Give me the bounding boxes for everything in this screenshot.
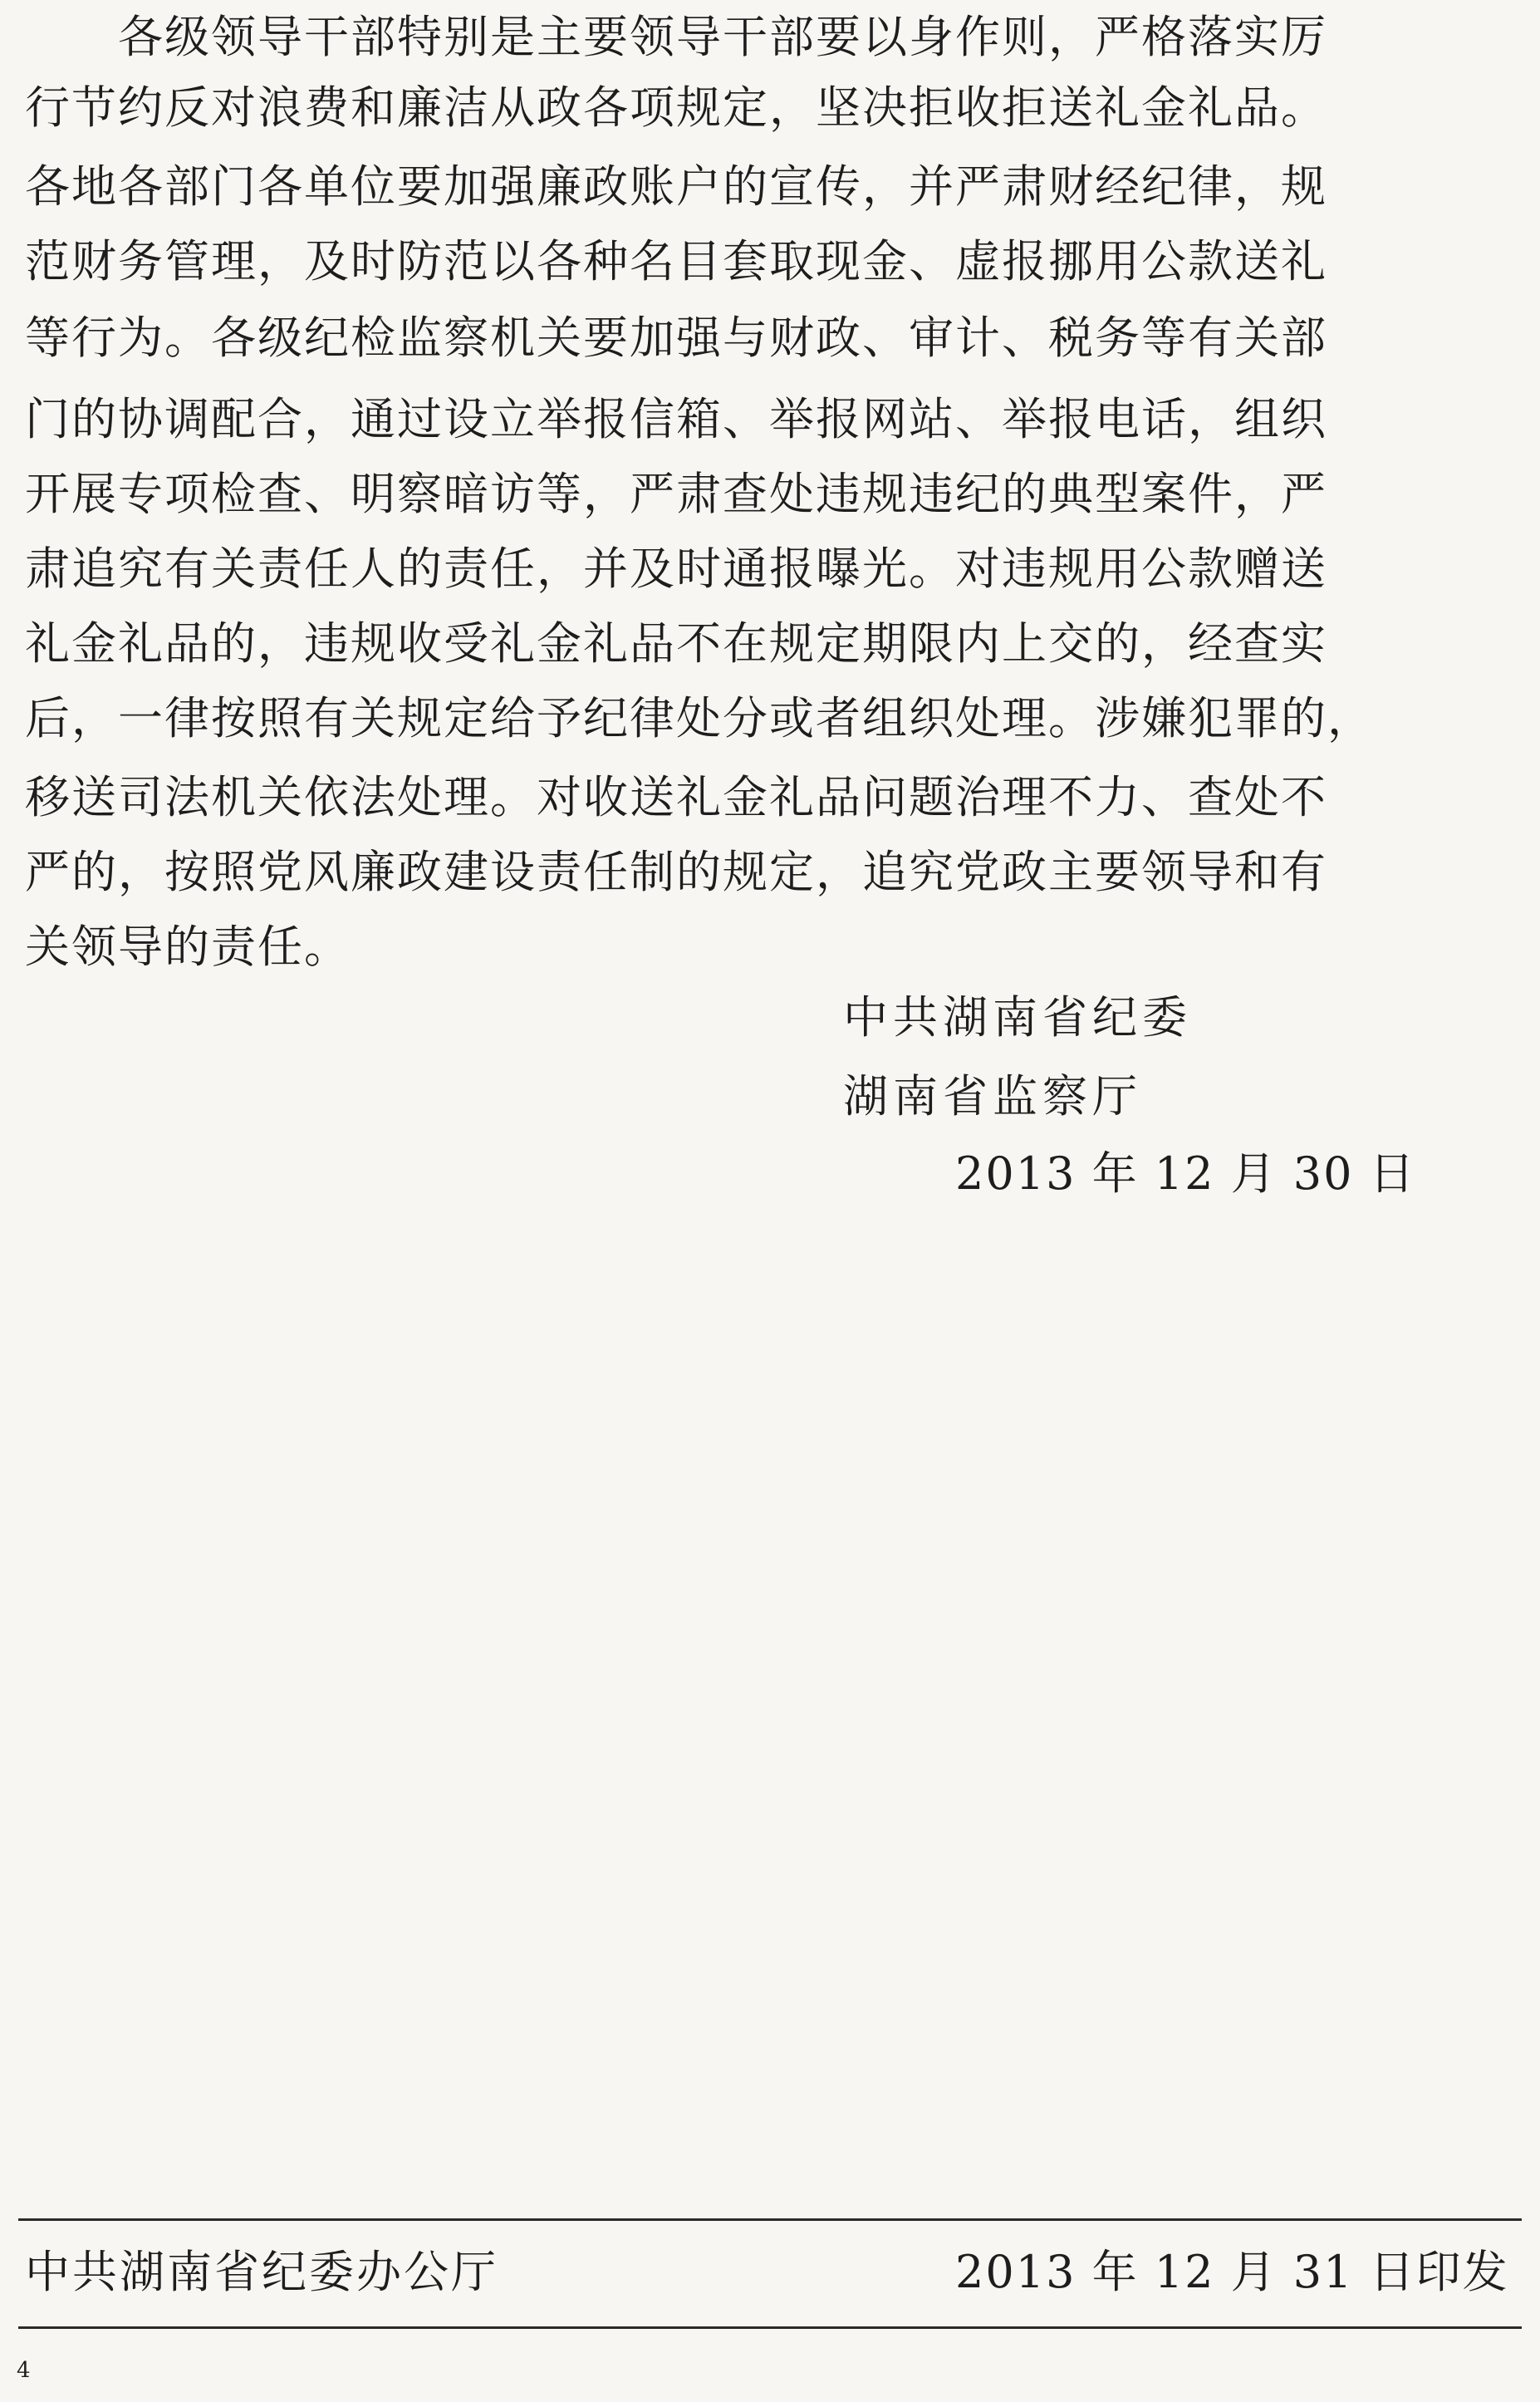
body-line: 门的协调配合，通过设立举报信箱、举报网站、举报电话，组织 — [25, 393, 1327, 445]
page-number: 4 — [17, 2358, 31, 2383]
signature-date: 2013 年 12 月 30 日 — [955, 1147, 1416, 1200]
body-line: 关领导的责任。 — [25, 921, 351, 973]
footer-print-date: 2013 年 12 月 31 日印发 — [955, 2246, 1509, 2298]
body-line: 礼金礼品的，违规收受礼金礼品不在规定期限内上交的，经查实 — [25, 617, 1327, 670]
body-line: 严的，按照党风廉政建设责任制的规定，追究党政主要领导和有 — [25, 846, 1327, 898]
body-line: 移送司法机关依法处理。对收送礼金礼品问题治理不力、查处不 — [25, 771, 1327, 823]
signature-org-1: 中共湖南省纪委 — [843, 991, 1192, 1044]
body-line: 开展专项检查、明察暗访等，严肃查处违规违纪的典型案件，严 — [25, 468, 1327, 520]
body-line: 行节约反对浪费和廉洁从政各项规定，坚决拒收拒送礼金礼品。 — [25, 81, 1327, 134]
body-line: 等行为。各级纪检监察机关要加强与财政、审计、税务等有关部 — [25, 312, 1327, 364]
body-line: 各级领导干部特别是主要领导干部要以身作则，严格落实厉 — [25, 11, 1327, 63]
signature-org-2: 湖南省监察厅 — [843, 1070, 1142, 1122]
body-line: 范财务管理，及时防范以各种名目套取现金、虚报挪用公款送礼 — [25, 235, 1327, 287]
footer-top-rule — [18, 2218, 1522, 2221]
body-line: 肃追究有关责任人的责任，并及时通报曝光。对违规用公款赠送 — [25, 543, 1327, 595]
body-line: 后，一律按照有关规定给予纪律处分或者组织处理。涉嫌犯罪的， — [25, 692, 1374, 744]
footer-issuer: 中共湖南省纪委办公厅 — [25, 2246, 498, 2298]
body-line: 各地各部门各单位要加强廉政账户的宣传，并严肃财经纪律，规 — [25, 160, 1327, 213]
footer-bottom-rule — [18, 2326, 1522, 2329]
